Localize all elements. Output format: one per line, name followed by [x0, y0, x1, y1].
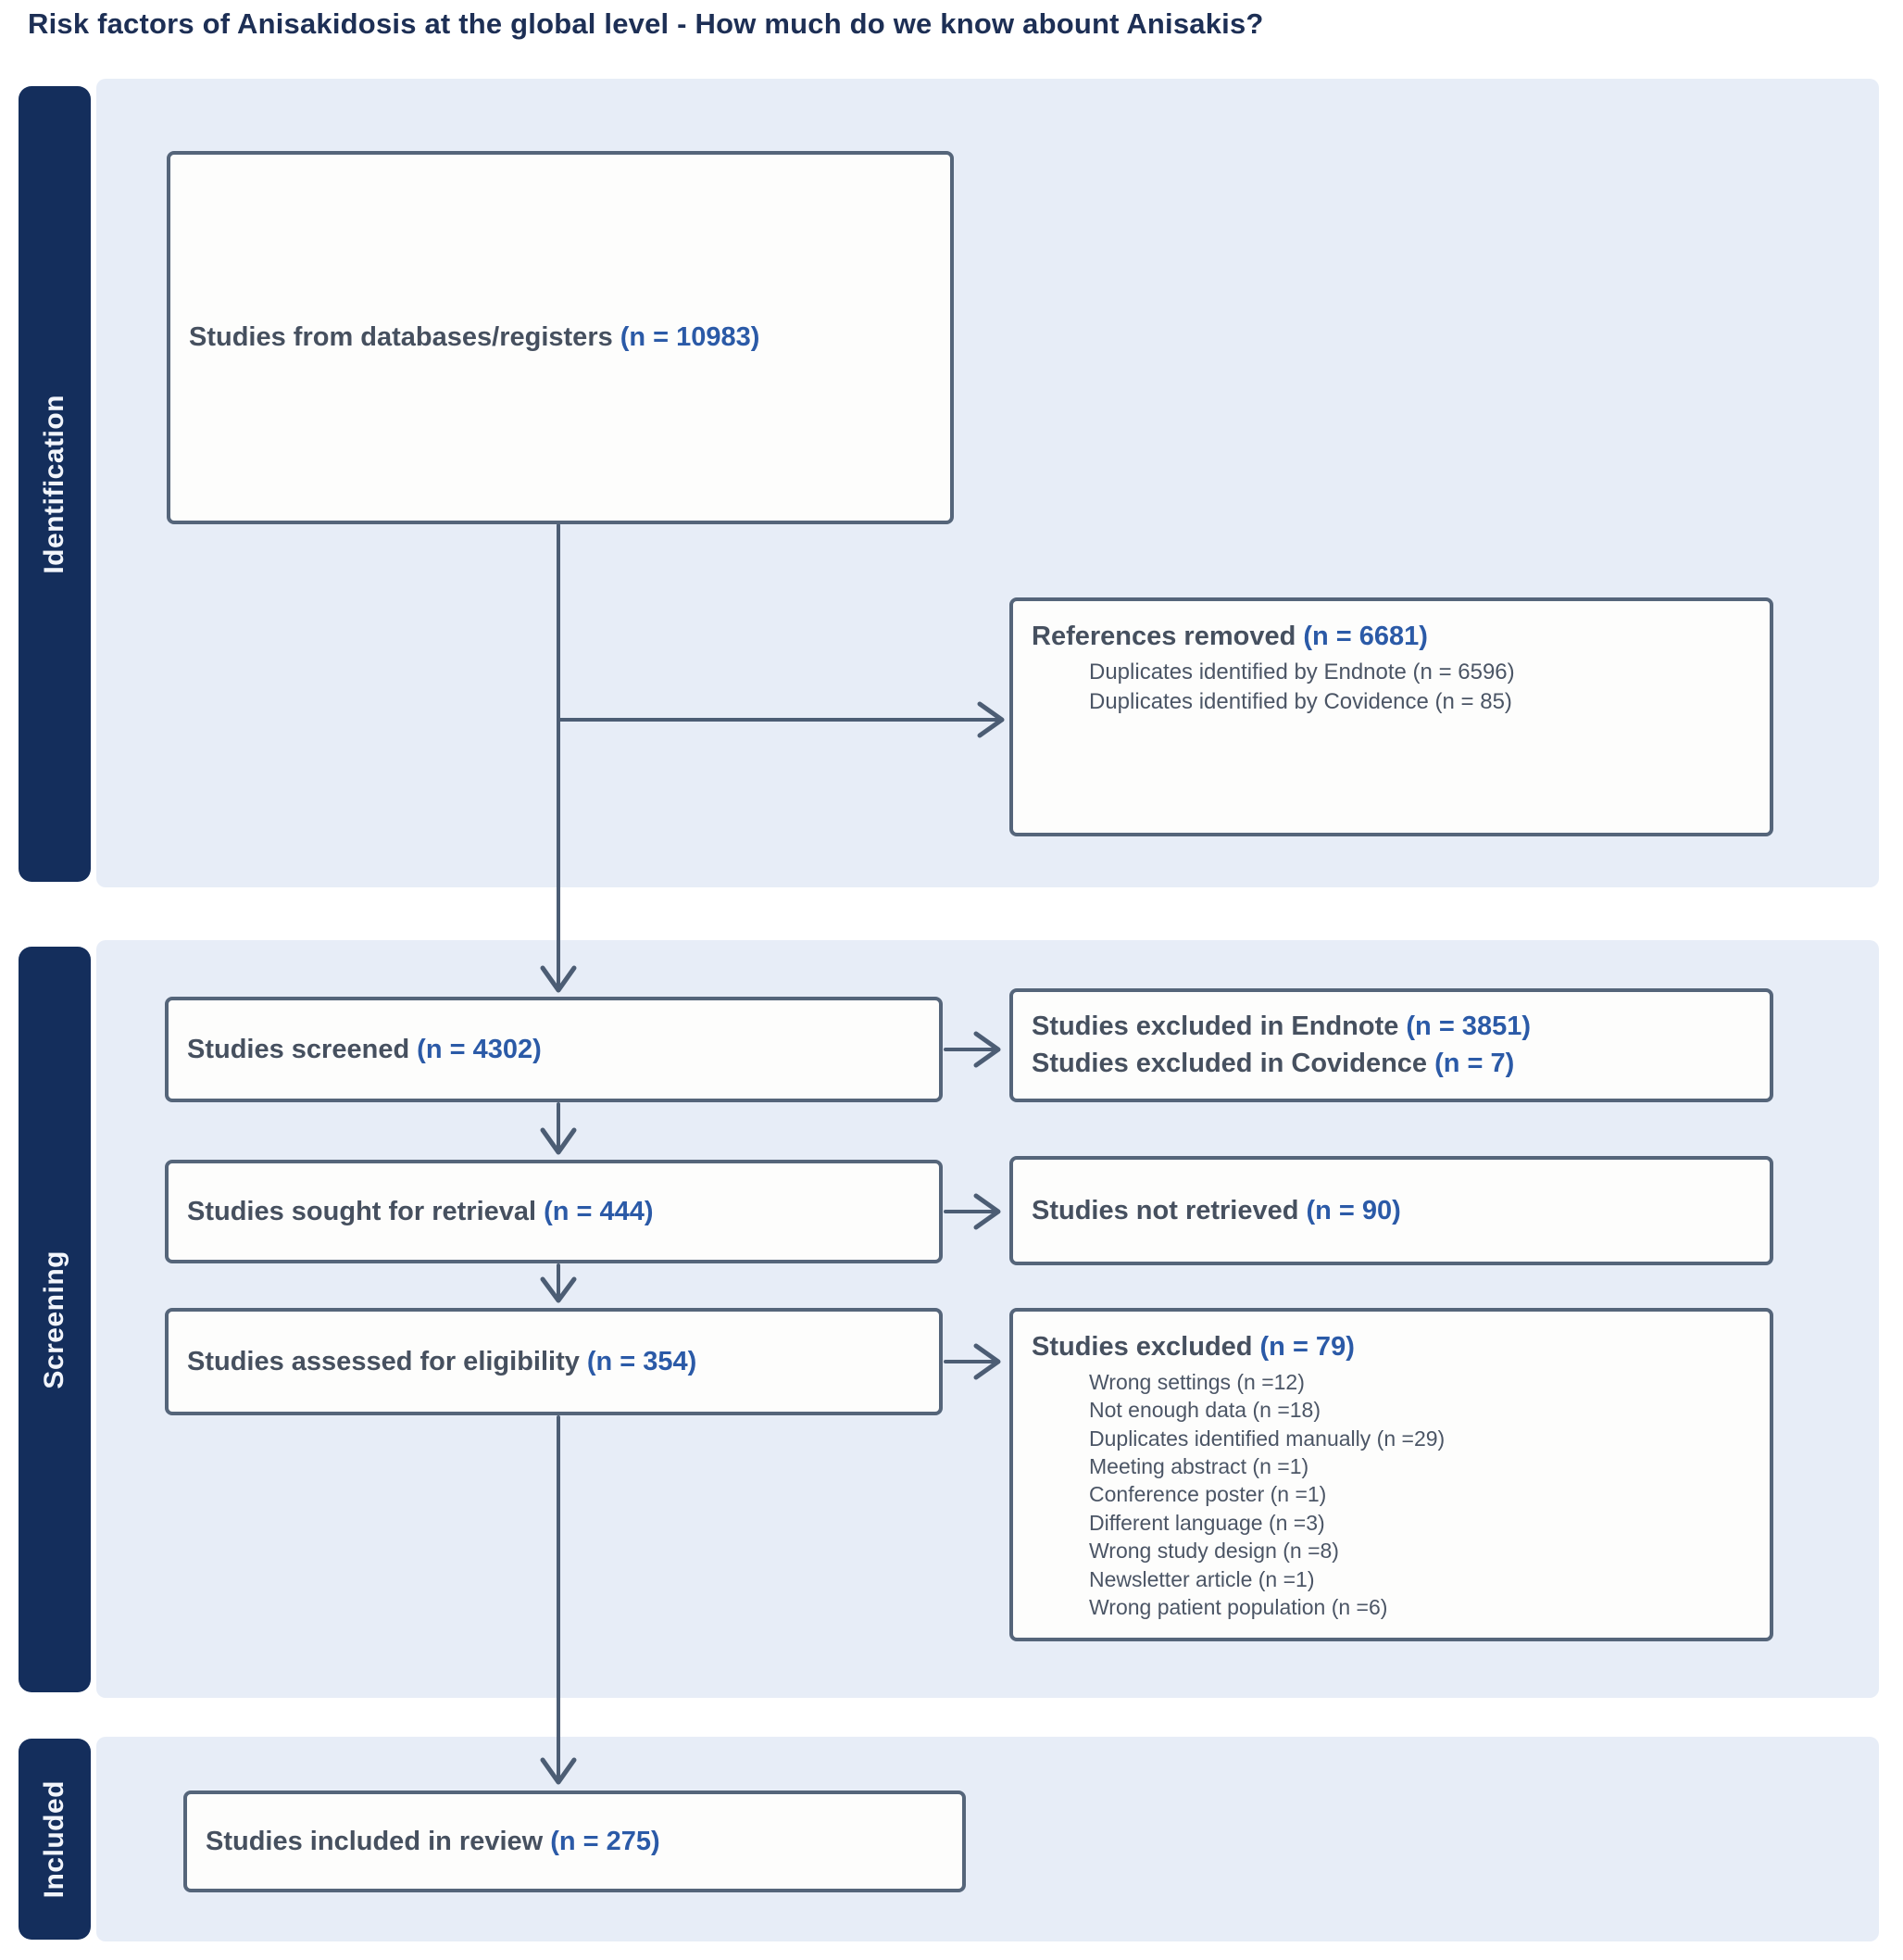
- exclusion-reason: Different language (n =3): [1089, 1510, 1325, 1535]
- assessed-count: (n = 354): [586, 1346, 697, 1376]
- box-studies-assessed-text: [187, 1347, 696, 1377]
- assessed-label: Studies assessed for eligibility: [187, 1346, 580, 1376]
- box-studies-sought: [165, 1160, 943, 1263]
- databases-label: Studies from databases/registers: [189, 322, 613, 352]
- included-stage-label: Included: [39, 1779, 69, 1899]
- exclusion-reason: Not enough data (n =18): [1089, 1398, 1321, 1423]
- excluded-endnote-count: (n = 3851): [1406, 1011, 1531, 1042]
- references-removed-count: (n = 6681): [1303, 622, 1428, 651]
- databases-count: (n = 10983): [620, 322, 760, 352]
- exclusion-reason: Wrong study design (n =8): [1089, 1539, 1339, 1564]
- box-studies-assessed: [165, 1308, 943, 1415]
- identification-stage-label: Identification: [39, 394, 69, 574]
- box-studies-not-retrieved-text: [1032, 1196, 1401, 1226]
- screening-stage-label: Screening: [39, 1250, 69, 1389]
- excluded-covidence-count: (n = 7): [1434, 1048, 1515, 1078]
- box-studies-excluded-screening: [1009, 988, 1773, 1102]
- exclusion-reason: Meeting abstract (n =1): [1089, 1454, 1309, 1479]
- screened-count: (n = 4302): [417, 1034, 542, 1064]
- excluded-covidence-label: Studies excluded in Covidence: [1032, 1048, 1428, 1078]
- not-retrieved-label: Studies not retrieved: [1032, 1195, 1299, 1225]
- box-studies-excluded-eligibility: [1009, 1308, 1773, 1641]
- box-studies-not-retrieved: [1009, 1156, 1773, 1265]
- included-count: (n = 275): [550, 1826, 660, 1856]
- screening-stage-bar: [19, 947, 91, 1692]
- identification-stage-bar: [19, 86, 91, 882]
- references-removed-heading: [1032, 622, 1755, 652]
- box-studies-sought-text: [187, 1197, 654, 1227]
- references-removed-reasons: [1089, 658, 1755, 717]
- excluded-endnote-line: [1032, 1009, 1770, 1045]
- screened-label: Studies screened: [187, 1034, 410, 1064]
- excluded-eligibility-label: Studies excluded: [1032, 1332, 1253, 1362]
- sought-label: Studies sought for retrieval: [187, 1196, 537, 1226]
- exclusion-reason: Newsletter article (n =1): [1089, 1566, 1315, 1591]
- box-studies-included: [183, 1790, 966, 1892]
- exclusion-reason: Wrong settings (n =12): [1089, 1370, 1305, 1394]
- not-retrieved-count: (n = 90): [1306, 1195, 1401, 1225]
- excluded-eligibility-heading: [1032, 1332, 1755, 1363]
- page-title: Risk factors of Anisakidosis at the global level - How much do we know abount Anisakis?: [28, 7, 1264, 40]
- exclusion-reason: Conference poster (n =1): [1089, 1482, 1327, 1507]
- box-references-removed: [1009, 597, 1773, 836]
- sought-count: (n = 444): [544, 1196, 654, 1226]
- references-removed-label: References removed: [1032, 622, 1296, 651]
- included-label: Studies included in review: [206, 1826, 544, 1856]
- excluded-covidence-line: [1032, 1046, 1770, 1082]
- excluded-endnote-label: Studies excluded in Endnote: [1032, 1011, 1399, 1042]
- removal-reason: Duplicates identified by Endnote (n = 6596): [1089, 660, 1515, 685]
- exclusion-reason: Duplicates identified manually (n =29): [1089, 1426, 1446, 1451]
- box-studies-from-databases: [167, 151, 954, 524]
- exclusion-reasons-list: [1089, 1368, 1755, 1621]
- exclusion-reason: Wrong patient population (n =6): [1089, 1594, 1388, 1619]
- box-studies-screened: [165, 997, 943, 1102]
- box-studies-screened-text: [187, 1035, 542, 1065]
- removal-reason: Duplicates identified by Covidence (n = 85): [1089, 689, 1512, 715]
- excluded-eligibility-count: (n = 79): [1259, 1332, 1355, 1362]
- box-studies-from-databases-text: [189, 322, 759, 353]
- box-studies-included-text: [206, 1827, 660, 1857]
- included-stage-bar: [19, 1739, 91, 1940]
